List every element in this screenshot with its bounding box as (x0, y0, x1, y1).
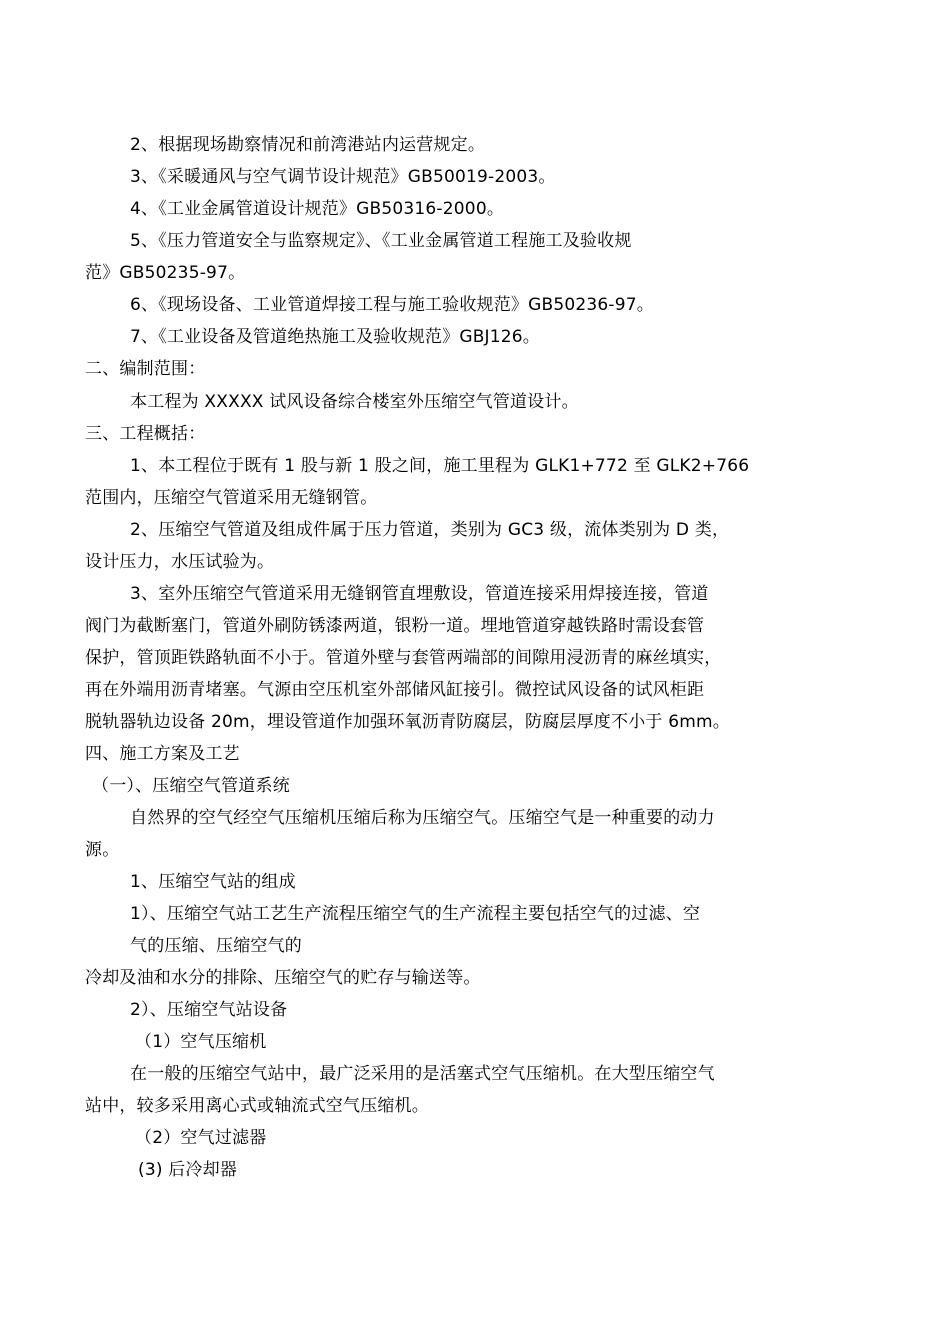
overview-item-3-line-4: 再在外端用沥青堵塞。气源由空压机室外部储风缸接引。微控试风设备的试风柜距 (85, 680, 705, 700)
compressor-paragraph-continued: 站中，较多采用离心式或轴流式空气压缩机。 (85, 1096, 429, 1116)
equipment-item-air-filter: （2）空气过滤器 (135, 1128, 267, 1148)
reference-item-2: 2、根据现场勘察情况和前湾港站内运营规定。 (130, 135, 486, 155)
scope-paragraph: 本工程为 XXXXX 试风设备综合楼室外压缩空气管道设计。 (130, 392, 579, 412)
subsection-heading-compressed-air: （一）、压缩空气管道系统 (92, 776, 290, 796)
equipment-item-aftercooler: (3) 后冷却器 (138, 1160, 238, 1180)
overview-item-3-line-2: 阀门为截断塞门，管道外刷防锈漆两道，银粉一道。埋地管道穿越铁路时需设套管 (85, 616, 705, 636)
overview-item-3-line-3: 保护，管顶距铁路轨面不小于。管道外壁与套管两端部的间隙用浸沥青的麻丝填实， (85, 648, 722, 668)
reference-item-6: 6、《现场设备、工业管道焊接工程与施工验收规范》GB50236-97。 (130, 295, 654, 315)
reference-item-5-continued: 范》GB50235-97。 (85, 263, 246, 283)
reference-item-7: 7、《工业设备及管道绝热施工及验收规范》GBJ126。 (130, 327, 541, 347)
overview-item-2: 2、压缩空气管道及组成件属于压力管道，类别为 GC3 级，流体类别为 D 类， (130, 520, 730, 540)
station-equipment-heading: 2）、压缩空气站设备 (130, 1000, 288, 1020)
section-heading-scope: 二、编制范围： (85, 359, 206, 379)
section-heading-construction: 四、施工方案及工艺 (85, 744, 240, 764)
process-flow-line-1: 1）、压缩空气站工艺生产流程压缩空气的生产流程主要包括空气的过滤、空 (130, 904, 701, 924)
process-flow-line-3: 冷却及油和水分的排除、压缩空气的贮存与输送等。 (85, 968, 481, 988)
equipment-item-compressor: （1）空气压缩机 (135, 1032, 267, 1052)
compressed-air-paragraph: 自然界的空气经空气压缩机压缩后称为压缩空气。压缩空气是一种重要的动力 (130, 808, 715, 828)
compressed-air-paragraph-continued: 源。 (85, 840, 120, 860)
reference-item-5: 5、《压力管道安全与监察规定》、《工业金属管道工程施工及验收规 (130, 231, 632, 251)
overview-item-3: 3、室外压缩空气管道采用无缝钢管直埋敷设，管道连接采用焊接连接，管道 (130, 584, 709, 604)
section-heading-overview: 三、工程概括： (85, 424, 206, 444)
overview-item-1-continued: 范围内，压缩空气管道采用无缝钢管。 (85, 488, 378, 508)
overview-item-3-line-5: 脱轨器轨边设备 20m，埋设管道作加强环氧沥青防腐层，防腐层厚度不小于 6mm。 (85, 712, 730, 732)
reference-item-3: 3、《采暖通风与空气调节设计规范》GB50019-2003。 (130, 167, 556, 187)
overview-item-1: 1、本工程位于既有 1 股与新 1 股之间，施工里程为 GLK1+772 至 GLK2+766 (130, 456, 750, 476)
compressor-paragraph: 在一般的压缩空气站中，最广泛采用的是活塞式空气压缩机。在大型压缩空气 (130, 1064, 715, 1084)
process-flow-line-2: 气的压缩、压缩空气的 (130, 936, 302, 956)
station-composition-heading: 1、压缩空气站的组成 (130, 872, 296, 892)
reference-item-4: 4、《工业金属管道设计规范》GB50316-2000。 (130, 199, 505, 219)
overview-item-2-continued: 设计压力，水压试验为。 (85, 552, 275, 572)
